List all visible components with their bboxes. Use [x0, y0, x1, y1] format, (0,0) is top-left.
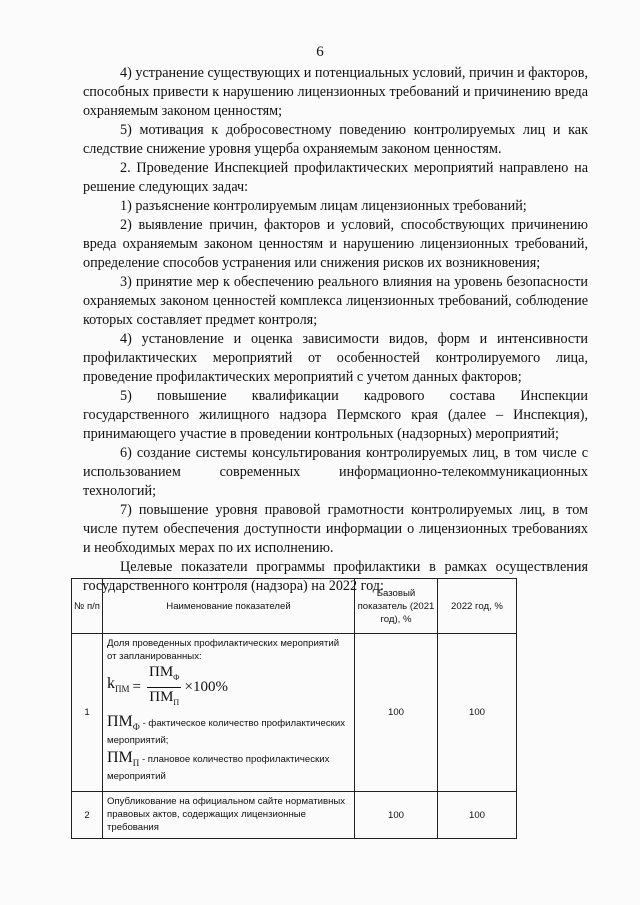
formula	[107, 665, 350, 709]
definition-planned	[107, 751, 350, 783]
header-num: № п/п	[72, 579, 103, 634]
def-text: - плановое количество профилактических мероприятий	[107, 754, 330, 783]
paragraph: 6) создание системы консультирования контролируемых лиц, в том числе с использованием современных информационно-телекоммуникационных технологий;	[83, 445, 588, 499]
formula-num-sub: Ф	[173, 672, 180, 682]
formula-den-sub: П	[173, 697, 180, 707]
table-row	[72, 792, 517, 839]
formula-lhs-sub: ПМ	[115, 684, 130, 695]
formula-den: ПМ	[149, 688, 174, 705]
row-target: 100	[438, 792, 517, 839]
paragraph: 3) принятие мер к обеспечению реального влияния на уровень безопасности охраняемых законом ценностей комплекса лицензионных требований, соблюдение которых составляет предмет контроля;	[83, 274, 588, 328]
row-name: Опубликование на официальном сайте нормативных правовых актов, содержащих лицензионные требования	[103, 792, 355, 839]
paragraph: 4) установление и оценка зависимости видов, форм и интенсивности профилактических мероприятий от особенностей контролируемого лица, проведение профилактических мероприятий с учетом данных факторов;	[83, 331, 588, 385]
row-name	[103, 634, 355, 792]
formula-tail: ×100%	[184, 678, 228, 695]
indicators-table	[71, 578, 517, 839]
formula-fraction	[147, 664, 182, 711]
header-name: Наименование показателей	[103, 579, 355, 634]
paragraph: 5) мотивация к добросовестному поведению контролируемых лиц и как следствие снижение уровня ущерба охраняемым законом ценностям.	[83, 122, 588, 157]
paragraph: 7) повышение уровня правовой грамотности контролируемых лиц, в том числе путем обеспечения доступности информации о лицензионных требованиях и необходимых мерах по их исполнению.	[83, 502, 588, 556]
page-number: 6	[316, 44, 324, 60]
document-body	[83, 64, 588, 596]
paragraph: 5) повышение квалификации кадрового состава Инспекции государственного жилищного надзора Пермского края (далее – Инспекция), принимающего участие в проведении контрольных (надзорных) мероприятий;	[83, 388, 588, 442]
formula-eq: =	[132, 678, 141, 695]
paragraph: Целевые показатели программы профилактики в рамках осуществления государственного контроля (надзора) на 2022 год:	[83, 559, 588, 594]
table-header-row	[72, 579, 517, 634]
formula-lhs: k	[107, 675, 115, 693]
definition-actual	[107, 715, 350, 747]
def-symbol-sub: П	[132, 758, 140, 769]
row-base: 100	[355, 792, 438, 839]
def-symbol-sub: Ф	[132, 722, 140, 733]
def-text: - фактическое количество профилактических мероприятий;	[107, 718, 345, 747]
table-row	[72, 634, 517, 792]
row-base: 100	[355, 634, 438, 792]
def-symbol: ПМ	[107, 713, 133, 730]
formula-num: ПМ	[148, 663, 174, 680]
indicator-intro: Доля проведенных профилактических мероприятий от запланированных:	[107, 638, 340, 662]
row-num: 1	[72, 634, 103, 792]
row-num: 2	[72, 792, 103, 839]
paragraph: 2. Проведение Инспекцией профилактических мероприятий направлено на решение следующих задач:	[83, 160, 588, 195]
paragraph: 1) разъяснение контролируемым лицам лицензионных требований;	[120, 198, 527, 214]
def-symbol: ПМ	[107, 749, 133, 767]
header-base: Базовый показатель (2021 год), %	[355, 579, 438, 634]
paragraph: 2) выявление причин, факторов и условий, способствующих причинению вреда охраняемым законом ценностям и нарушению лицензионных требований, определение способов устранения или снижения рисков их возникновения;	[83, 217, 588, 271]
paragraph: 4) устранение существующих и потенциальных условий, причин и факторов, способных привести к нарушению лицензионных требований и причинению вреда охраняемым законом ценностям;	[83, 65, 588, 119]
header-target: 2022 год, %	[438, 579, 517, 634]
row-target: 100	[438, 634, 517, 792]
